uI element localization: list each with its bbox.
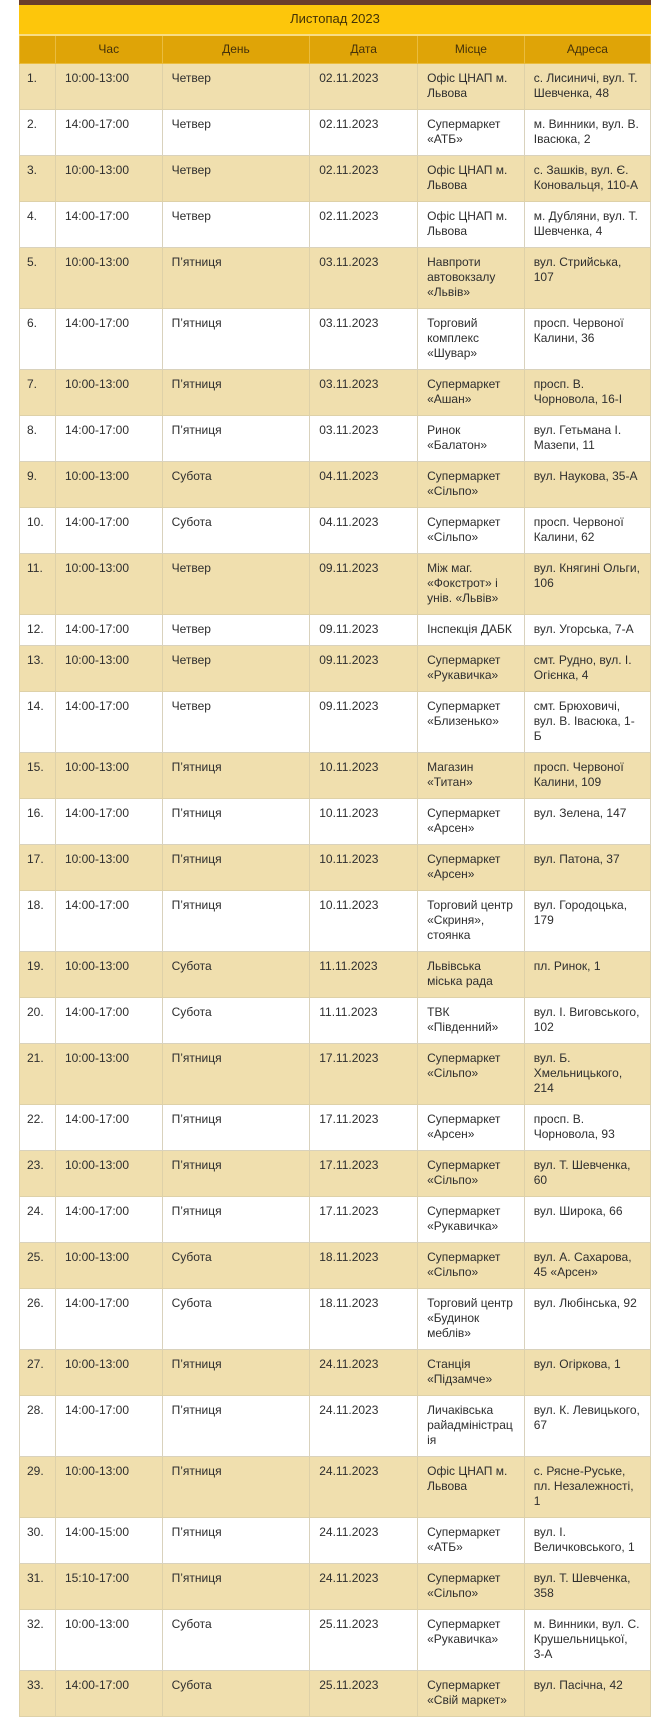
row-place-cell: Супермаркет «Рукавичка»: [418, 1610, 525, 1671]
row-address-cell: пл. Ринок, 1: [524, 952, 650, 998]
row-date-cell: 10.11.2023: [310, 845, 418, 891]
row-date-cell: 02.11.2023: [310, 202, 418, 248]
table-row: [20, 248, 651, 309]
row-date-cell: 24.11.2023: [310, 1350, 418, 1396]
row-day-cell: Четвер: [162, 615, 310, 646]
row-time-cell: 14:00-15:00: [55, 1518, 162, 1564]
table-row: [20, 646, 651, 692]
row-number-cell: 24.: [20, 1197, 56, 1243]
row-time-cell: 10:00-13:00: [55, 156, 162, 202]
row-place-cell: Торговий центр «Скриня», стоянка: [418, 891, 525, 952]
row-place-cell: Між маг. «Фокстрот» і унів. «Львів»: [418, 554, 525, 615]
row-day-cell: Субота: [162, 998, 310, 1044]
row-day-cell: П’ятниця: [162, 1151, 310, 1197]
table-row: [20, 799, 651, 845]
row-place-cell: Торговий комплекс «Шувар»: [418, 309, 525, 370]
row-address-cell: вул. Гетьмана І. Мазепи, 11: [524, 416, 650, 462]
row-date-cell: 25.11.2023: [310, 1671, 418, 1717]
row-time-cell: 15:10-17:00: [55, 1564, 162, 1610]
row-number-cell: 14.: [20, 692, 56, 753]
row-date-cell: 25.11.2023: [310, 1610, 418, 1671]
column-header-day: День: [162, 36, 310, 64]
row-number-cell: 30.: [20, 1518, 56, 1564]
row-place-cell: Супермаркет «Сільпо»: [418, 1151, 525, 1197]
row-date-cell: 03.11.2023: [310, 370, 418, 416]
row-day-cell: Четвер: [162, 156, 310, 202]
table-row: [20, 1671, 651, 1717]
table-row: [20, 64, 651, 110]
row-address-cell: вул. А. Сахарова, 45 «Арсен»: [524, 1243, 650, 1289]
table-row: [20, 952, 651, 998]
row-number-cell: 33.: [20, 1671, 56, 1717]
table-row: [20, 1564, 651, 1610]
table-body: [20, 64, 651, 1717]
row-date-cell: 11.11.2023: [310, 998, 418, 1044]
row-place-cell: Супермаркет «Ашан»: [418, 370, 525, 416]
table-row: [20, 998, 651, 1044]
row-address-cell: вул. Т. Шевченка, 358: [524, 1564, 650, 1610]
row-address-cell: вул. Наукова, 35-А: [524, 462, 650, 508]
row-date-cell: 17.11.2023: [310, 1197, 418, 1243]
row-number-cell: 2.: [20, 110, 56, 156]
row-date-cell: 09.11.2023: [310, 615, 418, 646]
row-number-cell: 22.: [20, 1105, 56, 1151]
row-date-cell: 17.11.2023: [310, 1151, 418, 1197]
row-address-cell: вул. Любінська, 92: [524, 1289, 650, 1350]
row-place-cell: Навпроти автовокзалу «Львів»: [418, 248, 525, 309]
table-row: [20, 156, 651, 202]
row-time-cell: 10:00-13:00: [55, 1243, 162, 1289]
row-number-cell: 15.: [20, 753, 56, 799]
table-row: [20, 692, 651, 753]
table-row: [20, 508, 651, 554]
row-time-cell: 14:00-17:00: [55, 202, 162, 248]
row-time-cell: 14:00-17:00: [55, 1671, 162, 1717]
row-address-cell: вул. І. Виговського, 102: [524, 998, 650, 1044]
table-row: [20, 1350, 651, 1396]
row-day-cell: П’ятниця: [162, 1457, 310, 1518]
row-address-cell: вул. Широка, 66: [524, 1197, 650, 1243]
row-day-cell: Субота: [162, 952, 310, 998]
row-time-cell: 14:00-17:00: [55, 1289, 162, 1350]
row-place-cell: Ринок «Балатон»: [418, 416, 525, 462]
row-address-cell: смт. Брюховичі, вул. В. Івасюка, 1-Б: [524, 692, 650, 753]
table-row: [20, 202, 651, 248]
row-date-cell: 09.11.2023: [310, 646, 418, 692]
row-time-cell: 14:00-17:00: [55, 1396, 162, 1457]
row-place-cell: Львівська міська рада: [418, 952, 525, 998]
row-address-cell: смт. Рудно, вул. І. Огієнка, 4: [524, 646, 650, 692]
row-day-cell: П’ятниця: [162, 1564, 310, 1610]
row-address-cell: с. Лисиничі, вул. Т. Шевченка, 48: [524, 64, 650, 110]
row-time-cell: 14:00-17:00: [55, 508, 162, 554]
row-number-cell: 28.: [20, 1396, 56, 1457]
row-date-cell: 24.11.2023: [310, 1518, 418, 1564]
row-place-cell: Супермаркет «Сільпо»: [418, 1243, 525, 1289]
row-time-cell: 10:00-13:00: [55, 1350, 162, 1396]
row-date-cell: 10.11.2023: [310, 891, 418, 952]
row-address-cell: с. Рясне-Руське, пл. Незалежності, 1: [524, 1457, 650, 1518]
row-day-cell: Субота: [162, 1610, 310, 1671]
row-day-cell: Четвер: [162, 692, 310, 753]
row-date-cell: 09.11.2023: [310, 692, 418, 753]
row-place-cell: Супермаркет «АТБ»: [418, 1518, 525, 1564]
row-place-cell: Станція «Підзамче»: [418, 1350, 525, 1396]
table-row: [20, 1289, 651, 1350]
table-row: [20, 1044, 651, 1105]
row-date-cell: 02.11.2023: [310, 110, 418, 156]
row-date-cell: 09.11.2023: [310, 554, 418, 615]
row-time-cell: 14:00-17:00: [55, 615, 162, 646]
row-day-cell: П’ятниця: [162, 799, 310, 845]
row-date-cell: 03.11.2023: [310, 416, 418, 462]
row-time-cell: 10:00-13:00: [55, 554, 162, 615]
row-number-cell: 10.: [20, 508, 56, 554]
row-time-cell: 14:00-17:00: [55, 309, 162, 370]
row-time-cell: 10:00-13:00: [55, 1610, 162, 1671]
row-date-cell: 03.11.2023: [310, 309, 418, 370]
row-place-cell: Супермаркет «Арсен»: [418, 1105, 525, 1151]
row-day-cell: П’ятниця: [162, 1044, 310, 1105]
row-day-cell: П’ятниця: [162, 1105, 310, 1151]
row-day-cell: П’ятниця: [162, 370, 310, 416]
row-number-cell: 4.: [20, 202, 56, 248]
row-day-cell: П’ятниця: [162, 891, 310, 952]
row-day-cell: Четвер: [162, 202, 310, 248]
row-address-cell: вул. Т. Шевченка, 60: [524, 1151, 650, 1197]
row-date-cell: 04.11.2023: [310, 462, 418, 508]
row-date-cell: 24.11.2023: [310, 1564, 418, 1610]
table-header-row: [20, 36, 651, 64]
row-time-cell: 10:00-13:00: [55, 370, 162, 416]
table-row: [20, 1243, 651, 1289]
row-number-cell: 27.: [20, 1350, 56, 1396]
row-place-cell: Супермаркет «Сільпо»: [418, 1564, 525, 1610]
row-number-cell: 17.: [20, 845, 56, 891]
row-number-cell: 18.: [20, 891, 56, 952]
row-date-cell: 03.11.2023: [310, 248, 418, 309]
row-number-cell: 11.: [20, 554, 56, 615]
row-date-cell: 10.11.2023: [310, 753, 418, 799]
row-place-cell: Інспекція ДАБК: [418, 615, 525, 646]
row-address-cell: просп. Червоної Калини, 36: [524, 309, 650, 370]
row-number-cell: 7.: [20, 370, 56, 416]
row-address-cell: м. Винники, вул. С. Крушельницької, 3-А: [524, 1610, 650, 1671]
row-time-cell: 14:00-17:00: [55, 998, 162, 1044]
row-number-cell: 13.: [20, 646, 56, 692]
row-day-cell: Субота: [162, 1289, 310, 1350]
table-row: [20, 1610, 651, 1671]
row-time-cell: 10:00-13:00: [55, 1457, 162, 1518]
table-row: [20, 1197, 651, 1243]
row-address-cell: вул. І. Величковського, 1: [524, 1518, 650, 1564]
row-place-cell: Магазин «Титан»: [418, 753, 525, 799]
row-number-cell: 5.: [20, 248, 56, 309]
row-time-cell: 10:00-13:00: [55, 64, 162, 110]
row-place-cell: Супермаркет «Сільпо»: [418, 508, 525, 554]
row-day-cell: Четвер: [162, 110, 310, 156]
row-place-cell: Офіс ЦНАП м. Львова: [418, 1457, 525, 1518]
row-address-cell: просп. Червоної Калини, 62: [524, 508, 650, 554]
column-header-date: Дата: [310, 36, 418, 64]
row-place-cell: ТВК «Південний»: [418, 998, 525, 1044]
row-date-cell: 11.11.2023: [310, 952, 418, 998]
row-day-cell: Четвер: [162, 646, 310, 692]
row-date-cell: 17.11.2023: [310, 1044, 418, 1105]
column-header-place: Місце: [418, 36, 525, 64]
table-row: [20, 554, 651, 615]
row-address-cell: вул. Зелена, 147: [524, 799, 650, 845]
table-row: [20, 615, 651, 646]
row-time-cell: 10:00-13:00: [55, 1044, 162, 1105]
row-day-cell: Четвер: [162, 64, 310, 110]
row-time-cell: 10:00-13:00: [55, 646, 162, 692]
column-header-num: [20, 36, 56, 64]
row-date-cell: 02.11.2023: [310, 64, 418, 110]
row-address-cell: вул. Городоцька, 179: [524, 891, 650, 952]
row-address-cell: просп. В. Чорновола, 93: [524, 1105, 650, 1151]
table-row: [20, 845, 651, 891]
row-place-cell: Офіс ЦНАП м. Львова: [418, 156, 525, 202]
row-number-cell: 8.: [20, 416, 56, 462]
row-address-cell: с. Зашків, вул. Є. Коновальця, 110-А: [524, 156, 650, 202]
row-date-cell: 04.11.2023: [310, 508, 418, 554]
row-day-cell: Субота: [162, 508, 310, 554]
row-date-cell: 02.11.2023: [310, 156, 418, 202]
row-place-cell: Супермаркет «Рукавичка»: [418, 1197, 525, 1243]
row-day-cell: Четвер: [162, 554, 310, 615]
row-address-cell: просп. В. Чорновола, 16-І: [524, 370, 650, 416]
row-address-cell: вул. Стрийська, 107: [524, 248, 650, 309]
row-number-cell: 12.: [20, 615, 56, 646]
row-time-cell: 10:00-13:00: [55, 753, 162, 799]
row-number-cell: 20.: [20, 998, 56, 1044]
row-place-cell: Супермаркет «Свій маркет»: [418, 1671, 525, 1717]
table-row: [20, 416, 651, 462]
row-day-cell: П’ятниця: [162, 1350, 310, 1396]
row-time-cell: 14:00-17:00: [55, 416, 162, 462]
row-number-cell: 26.: [20, 1289, 56, 1350]
row-address-cell: вул. Пасічна, 42: [524, 1671, 650, 1717]
row-date-cell: 24.11.2023: [310, 1396, 418, 1457]
row-number-cell: 9.: [20, 462, 56, 508]
row-address-cell: просп. Червоної Калини, 109: [524, 753, 650, 799]
row-place-cell: Офіс ЦНАП м. Львова: [418, 202, 525, 248]
row-number-cell: 31.: [20, 1564, 56, 1610]
row-day-cell: Субота: [162, 1243, 310, 1289]
schedule-table-container: [19, 0, 651, 1717]
row-time-cell: 10:00-13:00: [55, 845, 162, 891]
row-place-cell: Торговий центр «Будинок меблів»: [418, 1289, 525, 1350]
row-address-cell: м. Винники, вул. В. Івасюка, 2: [524, 110, 650, 156]
row-place-cell: Офіс ЦНАП м. Львова: [418, 64, 525, 110]
row-number-cell: 21.: [20, 1044, 56, 1105]
schedule-table: [19, 36, 651, 1717]
row-time-cell: 14:00-17:00: [55, 110, 162, 156]
table-row: [20, 1457, 651, 1518]
table-row: [20, 1105, 651, 1151]
row-day-cell: П’ятниця: [162, 309, 310, 370]
row-day-cell: П’ятниця: [162, 248, 310, 309]
row-date-cell: 17.11.2023: [310, 1105, 418, 1151]
row-date-cell: 10.11.2023: [310, 799, 418, 845]
row-time-cell: 14:00-17:00: [55, 799, 162, 845]
row-day-cell: Субота: [162, 1671, 310, 1717]
row-time-cell: 10:00-13:00: [55, 248, 162, 309]
row-place-cell: Супермаркет «АТБ»: [418, 110, 525, 156]
table-title: Листопад 2023: [290, 11, 380, 26]
row-number-cell: 16.: [20, 799, 56, 845]
row-place-cell: Супермаркет «Рукавичка»: [418, 646, 525, 692]
column-header-time: Час: [55, 36, 162, 64]
row-time-cell: 14:00-17:00: [55, 1105, 162, 1151]
row-number-cell: 3.: [20, 156, 56, 202]
table-row: [20, 1151, 651, 1197]
row-time-cell: 14:00-17:00: [55, 891, 162, 952]
row-day-cell: П’ятниця: [162, 1518, 310, 1564]
row-address-cell: вул. К. Левицького, 67: [524, 1396, 650, 1457]
row-number-cell: 23.: [20, 1151, 56, 1197]
row-place-cell: Супермаркет «Сільпо»: [418, 1044, 525, 1105]
row-place-cell: Супермаркет «Арсен»: [418, 799, 525, 845]
table-title-bar: [19, 5, 651, 36]
row-address-cell: вул. Патона, 37: [524, 845, 650, 891]
table-row: [20, 462, 651, 508]
row-time-cell: 10:00-13:00: [55, 952, 162, 998]
row-time-cell: 10:00-13:00: [55, 1151, 162, 1197]
row-number-cell: 29.: [20, 1457, 56, 1518]
row-place-cell: Супермаркет «Сільпо»: [418, 462, 525, 508]
column-header-address: Адреса: [524, 36, 650, 64]
row-place-cell: Супермаркет «Близенько»: [418, 692, 525, 753]
table-row: [20, 1518, 651, 1564]
row-date-cell: 18.11.2023: [310, 1243, 418, 1289]
row-place-cell: Супермаркет «Арсен»: [418, 845, 525, 891]
row-number-cell: 32.: [20, 1610, 56, 1671]
row-day-cell: П’ятниця: [162, 416, 310, 462]
row-address-cell: вул. Б. Хмельницького, 214: [524, 1044, 650, 1105]
row-address-cell: вул. Княгині Ольги, 106: [524, 554, 650, 615]
row-number-cell: 19.: [20, 952, 56, 998]
row-number-cell: 25.: [20, 1243, 56, 1289]
row-number-cell: 1.: [20, 64, 56, 110]
table-row: [20, 309, 651, 370]
row-time-cell: 14:00-17:00: [55, 692, 162, 753]
row-day-cell: П’ятниця: [162, 753, 310, 799]
table-header: [20, 36, 651, 64]
row-day-cell: П’ятниця: [162, 1396, 310, 1457]
row-day-cell: П’ятниця: [162, 1197, 310, 1243]
table-row: [20, 370, 651, 416]
row-address-cell: м. Дубляни, вул. Т. Шевченка, 4: [524, 202, 650, 248]
row-time-cell: 14:00-17:00: [55, 1197, 162, 1243]
row-date-cell: 18.11.2023: [310, 1289, 418, 1350]
row-day-cell: П’ятниця: [162, 845, 310, 891]
row-date-cell: 24.11.2023: [310, 1457, 418, 1518]
row-address-cell: вул. Угорська, 7-А: [524, 615, 650, 646]
table-row: [20, 753, 651, 799]
row-time-cell: 10:00-13:00: [55, 462, 162, 508]
table-row: [20, 110, 651, 156]
table-row: [20, 891, 651, 952]
row-day-cell: Субота: [162, 462, 310, 508]
row-address-cell: вул. Огіркова, 1: [524, 1350, 650, 1396]
row-place-cell: Личаківська райадміністрація: [418, 1396, 525, 1457]
table-row: [20, 1396, 651, 1457]
row-number-cell: 6.: [20, 309, 56, 370]
